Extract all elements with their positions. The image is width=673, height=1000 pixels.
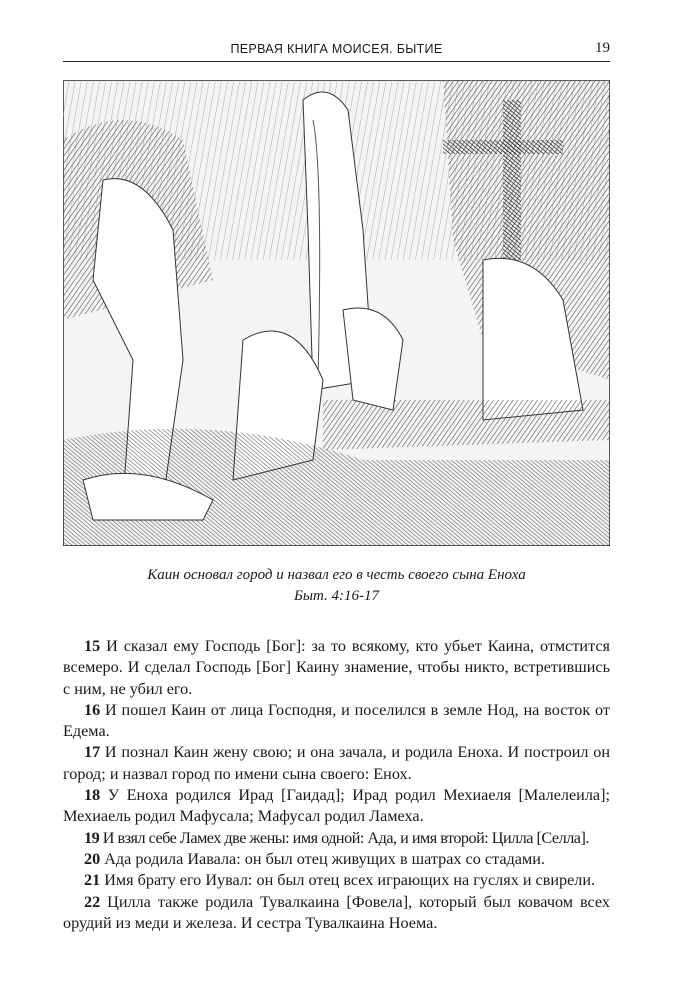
caption-reference: Быт. 4:16-17 (293, 588, 379, 604)
verse-text: У Еноха родился Ирад [Гаидад]; Ирад родил Мехиаеля [Малелеила]; Мехиаель родил Мафусала; Мафусал родил Ламеха. (63, 786, 610, 826)
verse-22 (63, 892, 610, 935)
verse-text: Ада родила Иавала: он был отец живущих в шатрах со стадами. (100, 849, 545, 868)
header-rule (63, 61, 610, 62)
verse-16 (63, 700, 610, 743)
verse-text: И познал Каин жену свою; и она зачала, и родила Еноха. И построил он город; и назвал город по имени сына своего: Енох. (63, 743, 610, 783)
verse-21 (63, 870, 610, 891)
verse-text: Цилла также родила Тувалкаина [Фовела], который был ковачом всех орудий из меди и железа. И сестра Тувалкаина Ноема. (63, 892, 610, 932)
running-title: ПЕРВАЯ КНИГА МОИСЕЯ. БЫТИЕ (230, 42, 443, 56)
scripture-text (63, 636, 610, 934)
verse-17 (63, 742, 610, 785)
illustration-caption (63, 565, 610, 607)
verse-number: 20 (84, 849, 101, 868)
verse-text: И сказал ему Господь [Бог]: за то всякому, кто убьет Каина, отмстится всемеро. И сделал Господь [Бог] Каину знамение, чтобы никто, встретившись с ним, не убил его. (63, 637, 610, 698)
verse-number: 15 (84, 637, 101, 655)
verse-text: Имя брату его Иувал: он был отец всех играющих на гуслях и свирели. (100, 871, 596, 890)
verse-19 (63, 828, 610, 849)
engraving-illustration (63, 80, 610, 546)
page-header (63, 38, 610, 60)
verse-number: 16 (84, 700, 101, 719)
verse-15 (63, 636, 610, 700)
verse-20 (63, 849, 610, 870)
verse-text: И пошел Каин от лица Господня, и поселился в земле Нод, на восток от Едема. (63, 700, 610, 741)
page-number: 19 (595, 40, 610, 56)
verse-number: 17 (84, 743, 101, 762)
verse-text: И взял себе Ламех две жены: имя одной: Ада, и имя второй: Цилла [Селла]. (99, 828, 589, 847)
verse-number: 19 (84, 828, 100, 847)
verse-number: 21 (84, 871, 101, 890)
caption-title: Каин основал город и назвал его в честь своего сына Еноха (147, 567, 526, 583)
verse-number: 18 (84, 786, 101, 805)
verse-number: 22 (84, 892, 101, 911)
verse-18 (63, 785, 610, 828)
